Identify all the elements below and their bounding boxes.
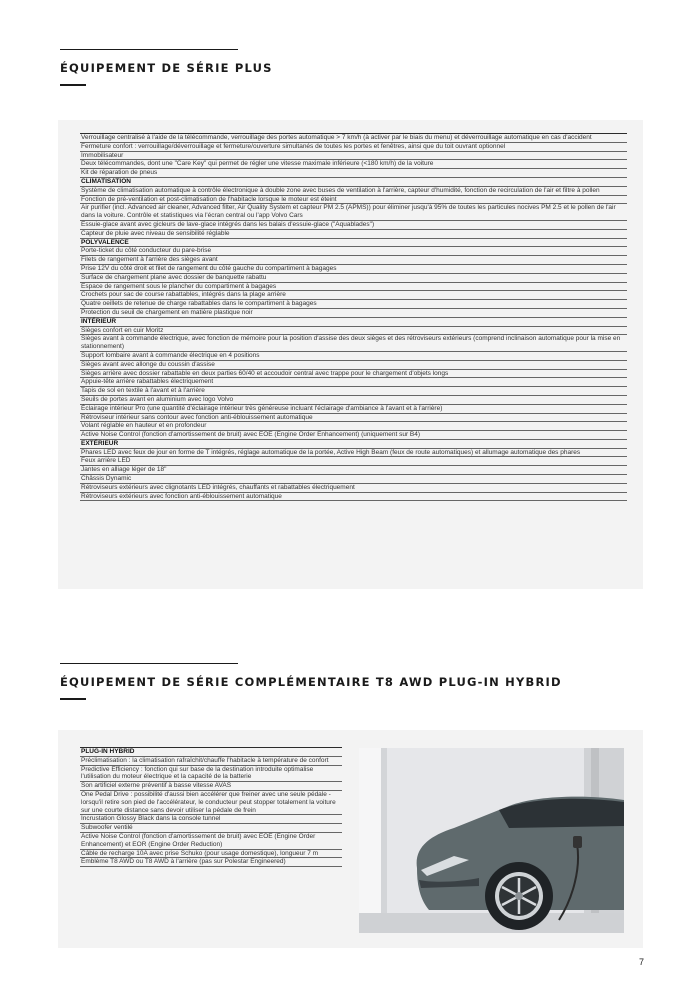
section-2-title-underline (60, 698, 86, 700)
hybrid-equipment-row: Predictive Efficiency : fonction qui sur base de la destination introduite optimalise l'utilisation du moteur électrique et la capacité de la batterie (80, 766, 342, 783)
hybrid-equipment-row: Active Noise Control (fonction d'amortissement de bruit) avec EOE (Engine Order Enhancement) et EOR (Engine Order Reduction) (80, 833, 342, 850)
equipment-row: Seuils de portes avant en aluminium avec logo Volvo (80, 396, 627, 405)
plug-in-hybrid-equipment-table (80, 747, 342, 867)
section-1-title-underline (60, 84, 86, 86)
equipment-row: Rétroviseur intérieur sans contour avec fonction anti-éblouissement automatique (80, 414, 627, 423)
equipment-row: Châssis Dynamic (80, 475, 627, 484)
equipment-row: Active Noise Control (fonction d'amortissement de bruit) avec EOE (Engine Order Enhancement) (uniquement sur B4) (80, 431, 627, 440)
equipment-row: Système de climatisation automatique à contrôle électronique à double zone avec buses de ventilation à l'arrière, capteur d'humidité, fonction de recirculation de l'air et filtre à pollen (80, 187, 627, 196)
equipment-row: Deux télécommandes, dont une "Care Key" qui permet de régler une vitesse maximale inférieure (<180 km/h) de la voiture (80, 160, 627, 169)
equipment-row: Phares LED avec feux de jour en forme de T intégrés, réglage automatique de la portée, Active High Beam (feux de route automatiques) et allumage automatique des phares (80, 449, 627, 458)
equipment-row: Prise 12V du côté droit et filet de rangement du côté gauche du compartiment à bagages (80, 265, 627, 274)
equipment-row: Protection du seuil de chargement en matière plastique noir (80, 309, 627, 318)
equipment-row: Fonction de pré-ventilation et post-climatisation de l'habitacle lorsque le moteur est éteint (80, 196, 627, 205)
equipment-category-header: CLIMATISATION (80, 178, 627, 187)
page-number: 7 (638, 957, 644, 967)
equipment-category-header: POLYVALENCE (80, 239, 627, 248)
equipment-row: Sièges avant à commande électrique, avec fonction de mémoire pour la position d'assise des deux sièges et des rétroviseurs extérieurs (comprend inclinaison automatique pour la mise en stationnement) (80, 335, 627, 352)
section-1-title: ÉQUIPEMENT DE SÉRIE PLUS (60, 61, 273, 75)
section-2-top-rule (60, 663, 238, 664)
equipment-row: Jantes en alliage léger de 18" (80, 466, 627, 475)
hybrid-equipment-category-header: PLUG-IN HYBRID (80, 748, 342, 757)
equipment-row: Filets de rangement à l'arrière des sièges avant (80, 256, 627, 265)
hybrid-equipment-row: Préclimatisation : la climatisation rafraîchit/chauffe l'habitacle à température de confort (80, 757, 342, 766)
equipment-row: Rétroviseurs extérieurs avec fonction anti-éblouissement automatique (80, 493, 627, 502)
equipment-category-header: INTÉRIEUR (80, 318, 627, 327)
equipment-row: Crochets pour sac de course rabattables, intégrés dans la plage arrière (80, 291, 627, 300)
equipment-row: Immobilisateur (80, 152, 627, 161)
equipment-row: Support lombaire avant à commande électrique en 4 positions (80, 352, 627, 361)
equipment-row: Feux arrière LED (80, 457, 627, 466)
equipment-row: Rétroviseurs extérieurs avec clignotants LED intégrés, chauffants et rabattables électriquement (80, 484, 627, 493)
equipment-row: Capteur de pluie avec niveau de sensibilité réglable (80, 230, 627, 239)
equipment-row: Sièges confort en cuir Moritz (80, 327, 627, 336)
car-illustration (359, 748, 624, 933)
equipment-row: Fermeture confort : verrouillage/déverrouillage et fermeture/ouverture simultanés de toutes les portes et fenêtres, ainsi que du toit ouvrant optionnel (80, 143, 627, 152)
equipment-row: Sièges avant avec allonge du coussin d'assise (80, 361, 627, 370)
equipment-row: Porte-ticket du côté conducteur du pare-brise (80, 247, 627, 256)
hybrid-equipment-row: Incrustation Glossy Black dans la console tunnel (80, 815, 342, 824)
equipment-row: Sièges arrière avec dossier rabattable en deux parties 60/40 et accoudoir central avec trappe pour le chargement d'objets longs (80, 370, 627, 379)
equipment-row: Tapis de sol en textile à l'avant et à l'arrière (80, 387, 627, 396)
equipment-row: Quatre oeillets de retenue de charge rabattables dans le compartiment à bagages (80, 300, 627, 309)
section-1-top-rule (60, 49, 238, 50)
equipment-row: Essuie-glace avant avec gicleurs de lave-glace intégrés dans les balais d'essuie-glace ("Aquablades") (80, 221, 627, 230)
hybrid-equipment-row: Câble de recharge 10A avec prise Schuko (pour usage domestique), longueur 7 m (80, 850, 342, 859)
equipment-row: Verrouillage centralisé à l'aide de la télécommande, verrouillage des portes automatique > 7 km/h (à activer par le biais du menu) et déverrouillage automatique en cas d'accident (80, 134, 627, 143)
standard-equipment-table (80, 133, 627, 501)
hybrid-equipment-row: Subwoofer ventilé (80, 824, 342, 833)
equipment-row: Appuie-tête arrière rabattables électriquement (80, 378, 627, 387)
car-charging-photo (359, 748, 624, 933)
hybrid-equipment-row: Emblème T8 AWD ou T8 AWD à l'arrière (pas sur Polestar Engineered) (80, 858, 342, 867)
hybrid-equipment-row: Son artificiel externe préventif à basse vitesse AVAS (80, 782, 342, 791)
equipment-row: Surface de chargement plane avec dossier de banquette rabattu (80, 274, 627, 283)
equipment-category-header: EXTÉRIEUR (80, 440, 627, 449)
equipment-row: Kit de réparation de pneus (80, 169, 627, 178)
equipment-row: Éclairage intérieur Pro (une quantité d'éclairage intérieur très généreuse incluant l'éclairage d'ambiance à l'avant et à l'arrière) (80, 405, 627, 414)
equipment-row: Volant réglable en hauteur et en profondeur (80, 422, 627, 431)
section-2-title: ÉQUIPEMENT DE SÉRIE COMPLÉMENTAIRE T8 AWD PLUG-IN HYBRID (60, 675, 562, 689)
equipment-row: Espace de rangement sous le plancher du compartiment à bagages (80, 283, 627, 292)
equipment-row: Air purifier (incl. Advanced air cleaner, Advanced filter, Air Quality System et capteur PM 2.5 (APMS)) pour éliminer jusqu'à 95% de toutes les particules nocives PM 2.5 et le pollen de l'air dans la voiture. Contrôle et statistiques via l'écran central ou l'app Volvo Cars (80, 204, 627, 221)
hybrid-equipment-row: One Pedal Drive : possibilité d'aussi bien accélérer que freiner avec une seule pédale - lorsqu'il retire son pied de l'accélérateur, le conducteur peut stopper totalement la voiture sur une courte distance sans devoir utiliser la pédale de frein (80, 791, 342, 815)
